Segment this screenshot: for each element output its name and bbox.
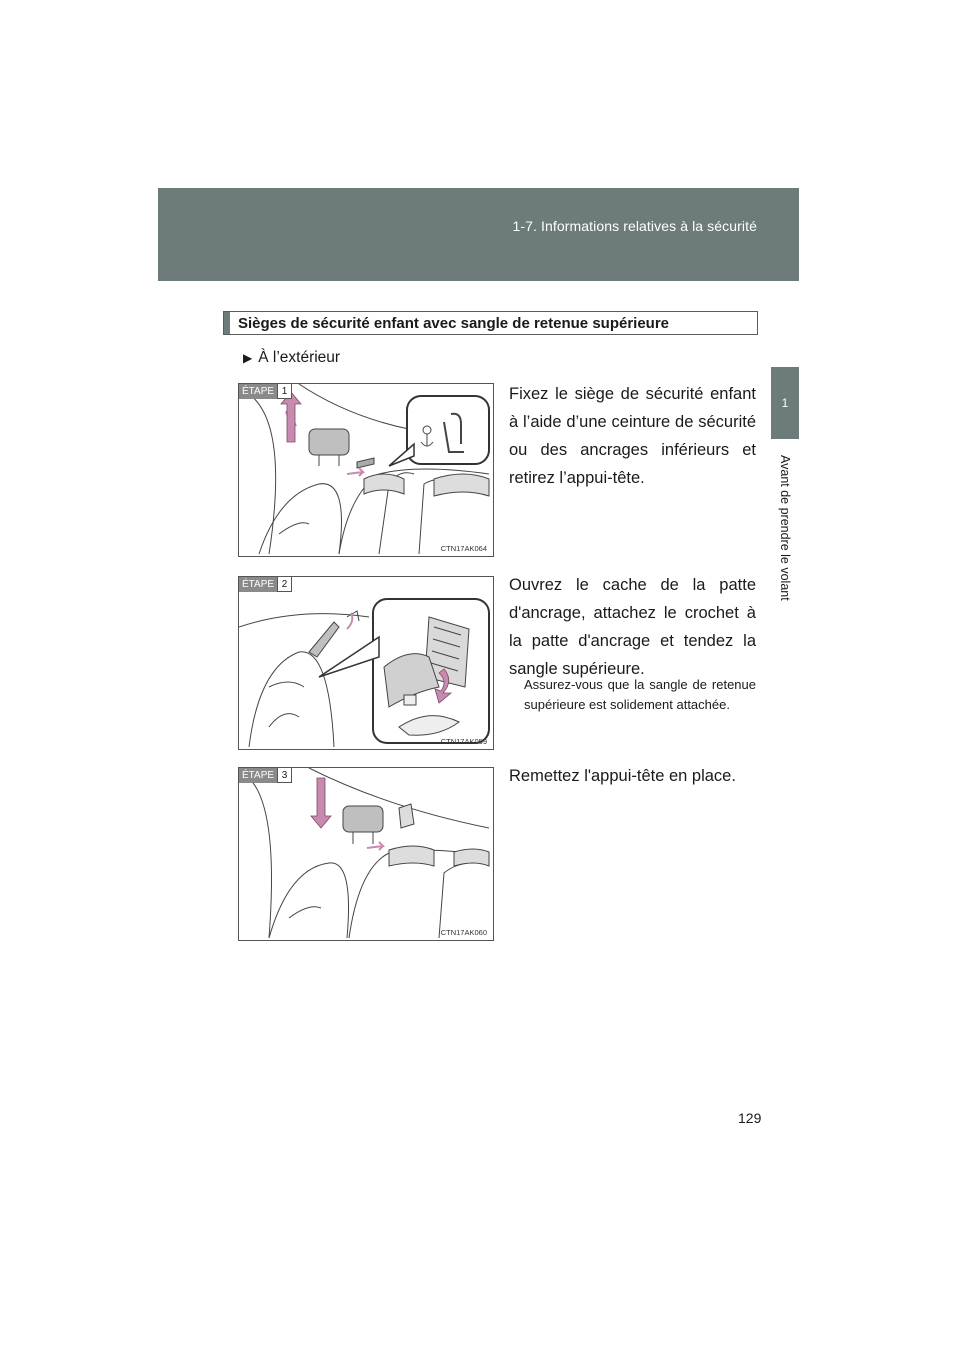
step-1-figure-code: CTN17AK064 <box>440 544 487 553</box>
step-2-badge <box>239 577 292 592</box>
step-3-text: Remettez l'appui-tête en place. <box>509 767 736 785</box>
bullet-triangle-icon: ▶ <box>243 351 253 365</box>
step-2-note: Assurez-vous que la sangle de retenue supérieure est solidement attachée. <box>524 677 756 712</box>
step-3-label: ÉTAPE <box>239 768 277 783</box>
subheading-text: Sièges de sécurité enfant avec sangle de retenue supérieure <box>238 315 670 332</box>
step-1-text: Fixez le siège de sécurité enfant à l’aide d’une ceinture de sécurité ou des ancrages inférieurs et retirez l’appui-tête. <box>509 385 756 487</box>
step-2-text: Ouvrez le cache de la patte d'ancrage, attachez le crochet à la patte d'ancrage et tendez la sangle supérieure. <box>509 576 756 678</box>
step-1-number: 1 <box>277 384 292 399</box>
step-2-figure-code: CTN17AK059 <box>440 737 487 746</box>
step-3-number: 3 <box>277 768 292 783</box>
header-band <box>158 188 799 281</box>
step-1-label: ÉTAPE <box>239 384 277 399</box>
page-number: 129 <box>738 1110 762 1126</box>
step-2-figure <box>238 576 494 750</box>
chapter-label: Avant de prendre le volant <box>778 455 792 601</box>
subheading-box <box>223 311 758 335</box>
chapter-tab[interactable]: 1 <box>771 367 799 439</box>
step-1-illustration <box>239 384 494 557</box>
section-title: 1-7. Informations relatives à la sécurité <box>512 218 757 234</box>
bullet-text: À l’extérieur <box>258 349 341 366</box>
step-2-illustration <box>239 577 494 750</box>
subheading-bar <box>224 312 230 334</box>
step-1-badge <box>239 384 292 399</box>
step-3-illustration <box>239 768 494 941</box>
bullet-line <box>243 349 340 367</box>
step-3-badge <box>239 768 292 783</box>
step-3-figure <box>238 767 494 941</box>
step-3-figure-code: CTN17AK060 <box>440 928 487 937</box>
step-2-label: ÉTAPE <box>239 577 277 592</box>
step-1-figure <box>238 383 494 557</box>
step-2-number: 2 <box>277 577 292 592</box>
